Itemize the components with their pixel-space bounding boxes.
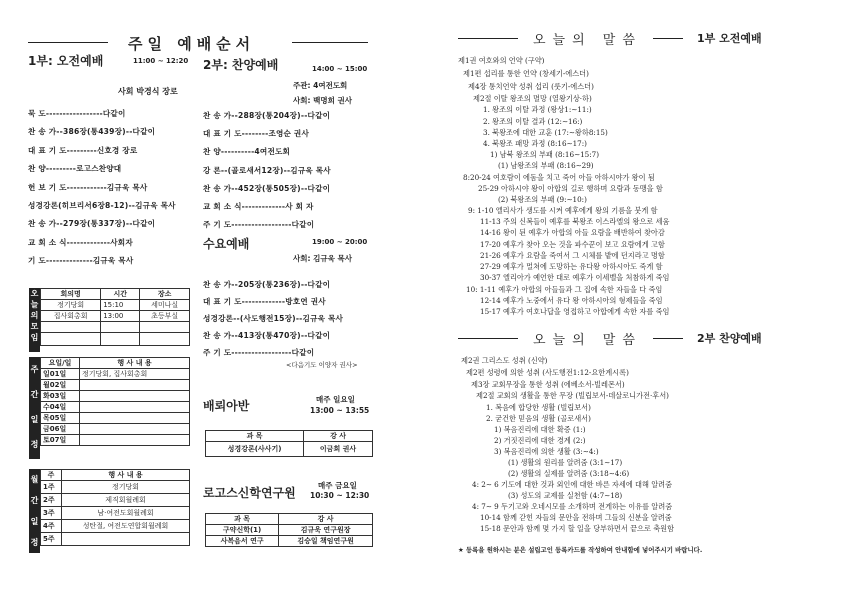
word2-title: 오늘의 말씀 <box>533 333 642 348</box>
table-cell: 사복음서 연구 <box>206 536 279 547</box>
title-rule-right <box>292 42 368 43</box>
table-cell: 1주 <box>41 481 62 494</box>
table-cell: 정기당회 <box>62 481 190 494</box>
outline-line: 15-17 예후가 여호나답을 영접하고 아합에게 속한 자를 죽임 <box>480 307 670 316</box>
table-cell: 정기당회 <box>41 300 101 311</box>
outline-line: 3. 북왕조에 대한 교훈 (17:∼왕하8:15) <box>483 128 608 137</box>
outline-line: 4: 7∼ 9 두기고와 오네시모를 소개하며 전게하는 이유를 알려줌 <box>472 502 673 511</box>
table-cell: 15:10 <box>101 300 140 311</box>
first-service-time: 11:00 ~ 12:20 <box>133 57 189 65</box>
outline-line: 15-18 문안과 함께 몇 가지 할 일을 당부하면서 끝으로 축원함 <box>480 524 675 533</box>
berea-time-label: 매주 일요일 <box>316 395 355 404</box>
order-item: 대 표 기 도--------조영순 권사 <box>203 129 310 138</box>
outline-line: (3) 성도의 교제를 실천함 (4:7∼18) <box>508 491 623 500</box>
table-cell: 화03일 <box>41 391 80 402</box>
outline-line: 27-29 예후가 멀쳐에 도망하는 유다왕 아하시아도 죽게 함 <box>480 262 663 271</box>
table-cell: 3주 <box>41 507 62 520</box>
table-cell: 김규욱 연구원장 <box>279 525 373 536</box>
order-item: 찬 송 가--386장(통439장)--다같이 <box>28 127 156 136</box>
word1-title: 오늘의 말씀 <box>533 33 642 48</box>
outline-line: 12-14 예후가 노중에서 유다 왕 아하시아의 형제들을 죽임 <box>480 296 663 305</box>
order-item: 대 표 기 도---------신호경 장로 <box>28 146 138 155</box>
logos-table <box>205 513 373 547</box>
order-item: 대 표 기 도-------------방호연 권사 <box>203 297 326 306</box>
col-header: 과 목 <box>206 431 304 442</box>
outline-line: 9: 1-10 엘리사가 생도를 시켜 예후에게 왕의 기름을 붓게 함 <box>468 206 658 215</box>
order-item: 교 회 소 식-------------사회자 <box>28 238 133 247</box>
berea-time: 13:00 ~ 13:55 <box>310 406 370 415</box>
table-cell: 월02일 <box>41 380 80 391</box>
order-item: 찬 송 가--452장(통505장)--다같이 <box>203 184 331 193</box>
order-item: 찬 양----------4여전도회 <box>203 147 291 156</box>
outline-line: 17-20 예후가 찾아 오는 것을 파수꾼이 보고 요람에게 고함 <box>480 240 665 249</box>
col-header: 행 사 내 용 <box>80 358 190 369</box>
outline-line: 30-37 엘리아가 예언한 대로 예후가 이세벨을 처참하게 죽임 <box>480 273 670 282</box>
table-cell: 수04일 <box>41 402 80 413</box>
table-cell: 성경강론(사사기) <box>206 442 304 457</box>
outline-line: 10-14 함께 갇힌 자들의 문안을 전하며 그들의 신분을 알려줌 <box>480 513 672 522</box>
order-item: 찬 송 가--288장(통204장)--다같이 <box>203 111 331 120</box>
outline-line: 1. 왕조의 이탈 과정 (왕상1:∼11:) <box>483 105 592 114</box>
col-header: 강 사 <box>304 431 373 442</box>
order-item: 주 기 도------------------다같이 <box>203 348 315 357</box>
meetings-table <box>40 288 190 346</box>
outline-line: 4. 북왕조 패망 과정 (8:16∼17:) <box>483 139 587 148</box>
berea-table <box>205 430 373 457</box>
second-service-presider: 사회: 백명희 권사 <box>293 96 352 105</box>
table-cell: 구약신학(1) <box>206 525 279 536</box>
word2-rule-left <box>458 338 518 339</box>
col-header: 행 사 내 용 <box>62 470 190 481</box>
logos-time-label: 매주 금요일 <box>318 481 357 490</box>
outline-line: 3) 복음진리에 의한 생활 (3:∼4:) <box>494 447 599 456</box>
first-service-title: 1부: 오전예배 <box>28 54 104 68</box>
table-cell: 일01일 <box>41 369 80 380</box>
weekly-side-label: 주간일정 <box>29 357 40 459</box>
order-item: 강 론--(골로새서12장)--김규욱 목사 <box>203 166 331 175</box>
col-header: 시간 <box>101 289 140 300</box>
outline-line: 2. 왕조의 이탈 결과 (12:∼16:) <box>483 117 583 126</box>
table-cell <box>80 435 190 446</box>
table-cell: 목05일 <box>41 413 80 424</box>
order-item: 성경강론--(사도행전15장)--김규욱 목사 <box>203 314 344 323</box>
table-cell <box>80 380 190 391</box>
order-item: 기 도--------------김규욱 목사 <box>28 256 134 265</box>
outline-line: 11-13 주의 신복들이 예후를 북왕조 이스라엘의 왕으로 세움 <box>480 217 670 226</box>
order-item: 찬 송 가--205장(통236장)--다같이 <box>203 280 331 289</box>
outline-line: (2) 북왕조의 부패 (9:∼10:) <box>498 195 587 204</box>
col-header: 강 사 <box>279 514 373 525</box>
wed-service-presider: 사회: 김규욱 목사 <box>293 254 352 263</box>
table-cell <box>62 533 190 546</box>
table-cell: 이금희 권사 <box>304 442 373 457</box>
order-item: 성경강론(히브리서6장8-12)--김규욱 목사 <box>28 201 176 210</box>
table-cell <box>80 424 190 435</box>
second-service-time: 14:00 ~ 15:00 <box>312 65 368 73</box>
outline-line: 25-29 아하시야 왕이 아합의 길로 행하며 요람과 동맹을 함 <box>478 184 663 193</box>
table-cell: 토07일 <box>41 435 80 446</box>
outline-line: 제2편 성령에 의한 성취 (사도행전1:12-요한계시록) <box>466 368 629 377</box>
outline-line: 제1권 여호와의 언약 (구약) <box>458 56 545 65</box>
table-cell: 집사회총회 <box>41 311 101 322</box>
order-item: 헌 보 기 도------------김규욱 목사 <box>28 183 148 192</box>
wed-service-time: 19:00 ~ 20:00 <box>312 238 368 246</box>
order-item: 찬 양---------로고스찬양대 <box>28 164 122 173</box>
outline-line: 제3장 교회무장을 통한 성취 (에베소서-빌레몬서) <box>471 380 625 389</box>
table-cell <box>80 391 190 402</box>
col-header: 장소 <box>140 289 190 300</box>
table-cell: 5주 <box>41 533 62 546</box>
monthly-table <box>40 469 190 546</box>
word2-rule-right <box>653 338 683 339</box>
next-prayer-note: <다음기도 이양자 권사> <box>286 361 358 369</box>
outline-line: (1) 생활의 원리를 알려줌 (3:1∼17) <box>508 458 623 467</box>
word1-tag: 1부 오전예배 <box>697 32 762 45</box>
outline-line: 1) 남북 왕조의 부패 (8:16∼15:7) <box>490 150 600 159</box>
order-item: 교 회 소 식-------------사 회 자 <box>203 202 314 211</box>
page-title: 주일 예배순서 <box>128 35 256 53</box>
second-service-host: 주관: 4여전도회 <box>293 81 348 90</box>
outline-line: 제2절 이탈 왕조의 멸망 (열왕기상·하) <box>473 94 592 103</box>
meetings-side-label: 오늘의모임 <box>29 288 40 352</box>
table-cell: 세미나실 <box>140 300 190 311</box>
outline-line: 21-26 예후가 요람을 죽여서 그 시체를 밭에 던지라고 명함 <box>480 251 665 260</box>
table-cell: 제직회월례회 <box>62 494 190 507</box>
table-cell: 남·여전도회월례회 <box>62 507 190 520</box>
first-service-presider: 사회 박경식 장로 <box>118 87 178 96</box>
table-cell: 김승일 책임연구원 <box>279 536 373 547</box>
outline-line: 4: 2∼ 6 기도에 대한 것과 외인에 대한 바른 자세에 대해 알려줌 <box>472 480 673 489</box>
weekly-table <box>40 357 190 446</box>
outline-line: 2. 굳건한 믿음의 생활 (골로새서) <box>486 414 591 423</box>
order-item: 찬 송 가--279장(통337장)--다같이 <box>28 219 156 228</box>
order-item: 찬 송 가--413장(통470장)--다같이 <box>203 331 331 340</box>
outline-line: 1. 복음에 합당한 생활 (빌립보서) <box>486 403 591 412</box>
table-cell: 초등부실 <box>140 311 190 322</box>
outline-line: (1) 남왕조의 부패 (8:16∼29) <box>498 161 594 170</box>
outline-line: 제2절 교회의 생활을 통한 무장 (빌립보서-데살로니가전·후서) <box>476 391 669 400</box>
col-header: 회의명 <box>41 289 101 300</box>
word1-rule-right <box>653 38 683 39</box>
order-item: 묵 도-----------------다같이 <box>28 109 126 118</box>
outline-line: 2) 거짓진리에 대한 경계 (2:) <box>494 436 586 445</box>
table-cell: 13:00 <box>101 311 140 322</box>
logos-time: 10:30 ~ 12:30 <box>310 491 370 500</box>
outline-line: 10: 1-11 예후가 아합의 아들들과 그 집에 속한 자들을 다 죽임 <box>466 285 663 294</box>
registration-note: ★ 등록을 원하시는 분은 설립고인 등록카드를 작성하여 안내함에 넣어주시기 바랍니다. <box>458 546 703 554</box>
outline-line: 제1편 섭리를 통한 언약 (창세기-에스더) <box>463 69 589 78</box>
table-cell: 금06일 <box>41 424 80 435</box>
title-rule-left <box>28 42 108 43</box>
outline-line: 제2권 그리스도 성취 (신약) <box>461 356 548 365</box>
berea-title: 배뢰아반 <box>203 399 250 413</box>
outline-line: 8:20-24 여호람이 에돔을 치고 죽어 아들 아하시야가 왕이 됨 <box>463 173 655 182</box>
table-cell <box>80 402 190 413</box>
table-cell: 4주 <box>41 520 62 533</box>
table-cell: 2주 <box>41 494 62 507</box>
col-header: 주 <box>41 470 62 481</box>
logos-title: 로고스신학연구원 <box>203 486 296 500</box>
word1-rule-left <box>458 38 518 39</box>
word2-tag: 2부 찬양예배 <box>697 332 762 345</box>
outline-line: 1) 복음진리에 대한 확증 (1:) <box>494 425 586 434</box>
outline-line: 14-16 왕이 된 예후가 아합의 아들 요람을 배반하여 찾아감 <box>480 228 665 237</box>
monthly-side-label: 월간일정 <box>29 469 40 553</box>
table-cell: 정기당회, 집사회총회 <box>80 369 190 380</box>
col-header: 요일/일 <box>41 358 80 369</box>
order-item: 주 기 도------------------다같이 <box>203 220 315 229</box>
second-service-title: 2부: 찬양예배 <box>203 58 279 72</box>
table-cell <box>80 413 190 424</box>
table-cell: 성탄절, 여전도연합회월례회 <box>62 520 190 533</box>
outline-line: (2) 생활의 실제를 알려줌 (3:18∼4:6) <box>508 469 630 478</box>
outline-line: 제4장 통치언약 성취 섭리 (룻기-에스더) <box>468 82 594 91</box>
wed-service-title: 수요예배 <box>203 237 250 251</box>
col-header: 과 목 <box>206 514 279 525</box>
